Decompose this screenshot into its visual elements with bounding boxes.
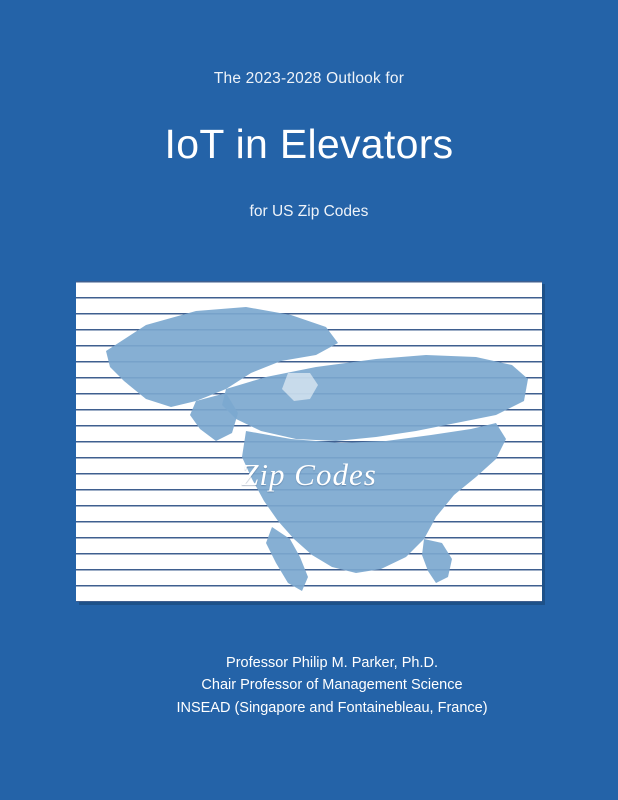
- title-block: [0, 70, 618, 221]
- cover-subtitle-bottom: for US Zip Codes: [249, 203, 369, 221]
- map-label: Zip Codes: [241, 457, 377, 492]
- author-affiliation: INSEAD (Singapore and Fontainebleau, France): [176, 699, 488, 716]
- author-title: Chair Professor of Management Science: [201, 677, 463, 694]
- author-block: [122, 652, 542, 719]
- map-illustration: [76, 281, 542, 602]
- author-name: Professor Philip M. Parker, Ph.D.: [226, 655, 438, 671]
- north-america-map-shape: [76, 281, 542, 602]
- page-title: IoT in Elevators: [164, 121, 454, 167]
- cover-subtitle-top: The 2023-2028 Outlook for: [213, 70, 405, 87]
